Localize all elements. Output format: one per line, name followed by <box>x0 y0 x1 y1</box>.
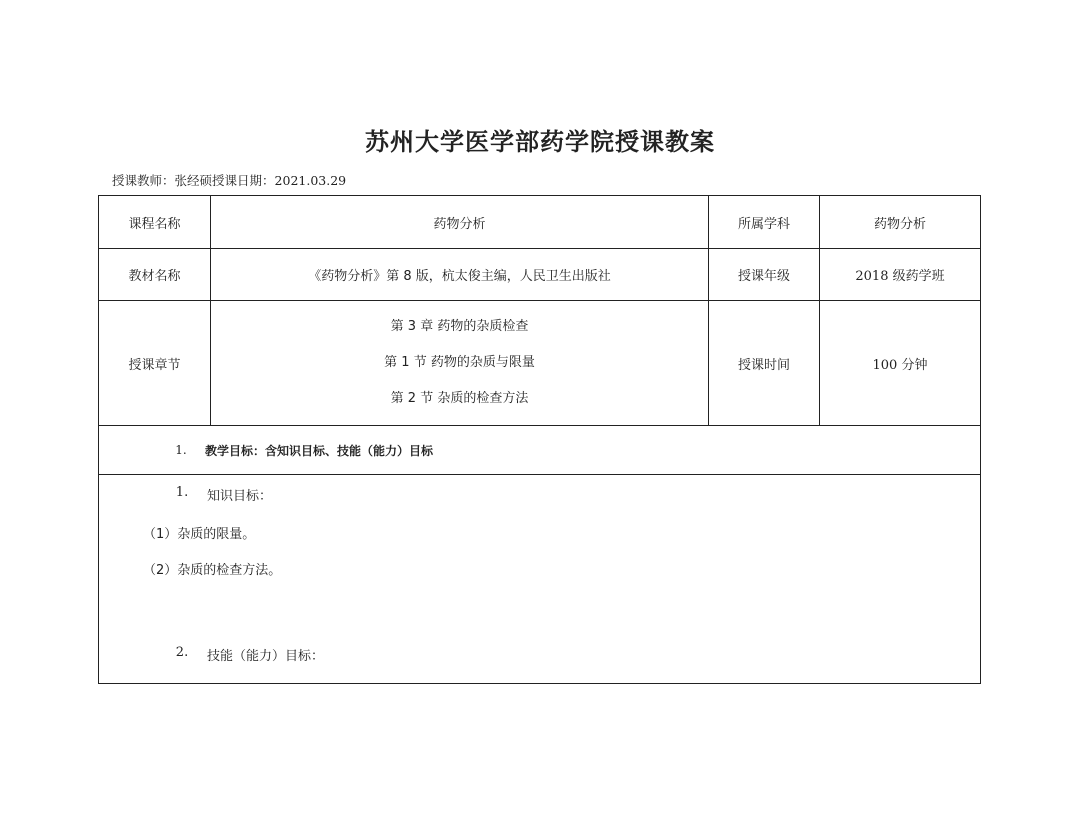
skill-label: 技能（能力）目标： <box>207 649 325 664</box>
time-value: 100 分钟 <box>820 301 981 426</box>
goal-detail-cell <box>99 475 981 684</box>
table-row <box>99 475 981 684</box>
goal-heading: 教学目标：含知识目标、技能（能力）目标 <box>205 443 434 458</box>
time-label: 授课时间 <box>709 301 820 426</box>
grade-value: 2018 级药学班 <box>820 249 981 301</box>
page-title: 苏州大学医学部药学院授课教案 <box>365 127 715 156</box>
date-label: 授课日期： <box>212 173 275 188</box>
teacher-label: 授课教师： <box>112 173 175 188</box>
goal-header-cell <box>99 426 981 475</box>
course-value: 药物分析 <box>211 196 709 249</box>
knowledge-item: （2）杂质的检查方法。 <box>143 563 282 578</box>
subject-label: 所属学科 <box>709 196 820 249</box>
table-row <box>99 426 981 475</box>
section-line: 第 1 节 药物的杂质与限量 <box>384 355 535 370</box>
textbook-value: 《药物分析》第 8 版，杭太俊主编，人民卫生出版社 <box>211 249 709 301</box>
table-row <box>99 196 981 249</box>
course-label: 课程名称 <box>99 196 211 249</box>
skill-goal-heading <box>157 645 324 664</box>
chapter-lines <box>211 301 709 426</box>
knowledge-number: 1. <box>175 485 189 500</box>
knowledge-item: （1）杂质的限量。 <box>143 527 256 542</box>
table-row <box>99 301 981 426</box>
lesson-date: 2021.03.29 <box>274 173 347 188</box>
meta-line <box>112 171 346 189</box>
skill-number: 2. <box>175 645 189 660</box>
knowledge-goal-heading <box>157 485 272 504</box>
chapter-line: 第 3 章 药物的杂质检查 <box>390 319 529 334</box>
knowledge-label: 知识目标： <box>207 489 273 504</box>
lesson-plan-table <box>98 195 981 684</box>
section-line: 第 2 节 杂质的检查方法 <box>390 391 529 406</box>
textbook-label: 教材名称 <box>99 249 211 301</box>
chapter-label: 授课章节 <box>99 301 211 426</box>
grade-label: 授课年级 <box>709 249 820 301</box>
goal-number: 1. <box>175 443 187 457</box>
subject-value: 药物分析 <box>820 196 981 249</box>
table-row <box>99 249 981 301</box>
teacher-name: 张经硕 <box>174 173 213 188</box>
